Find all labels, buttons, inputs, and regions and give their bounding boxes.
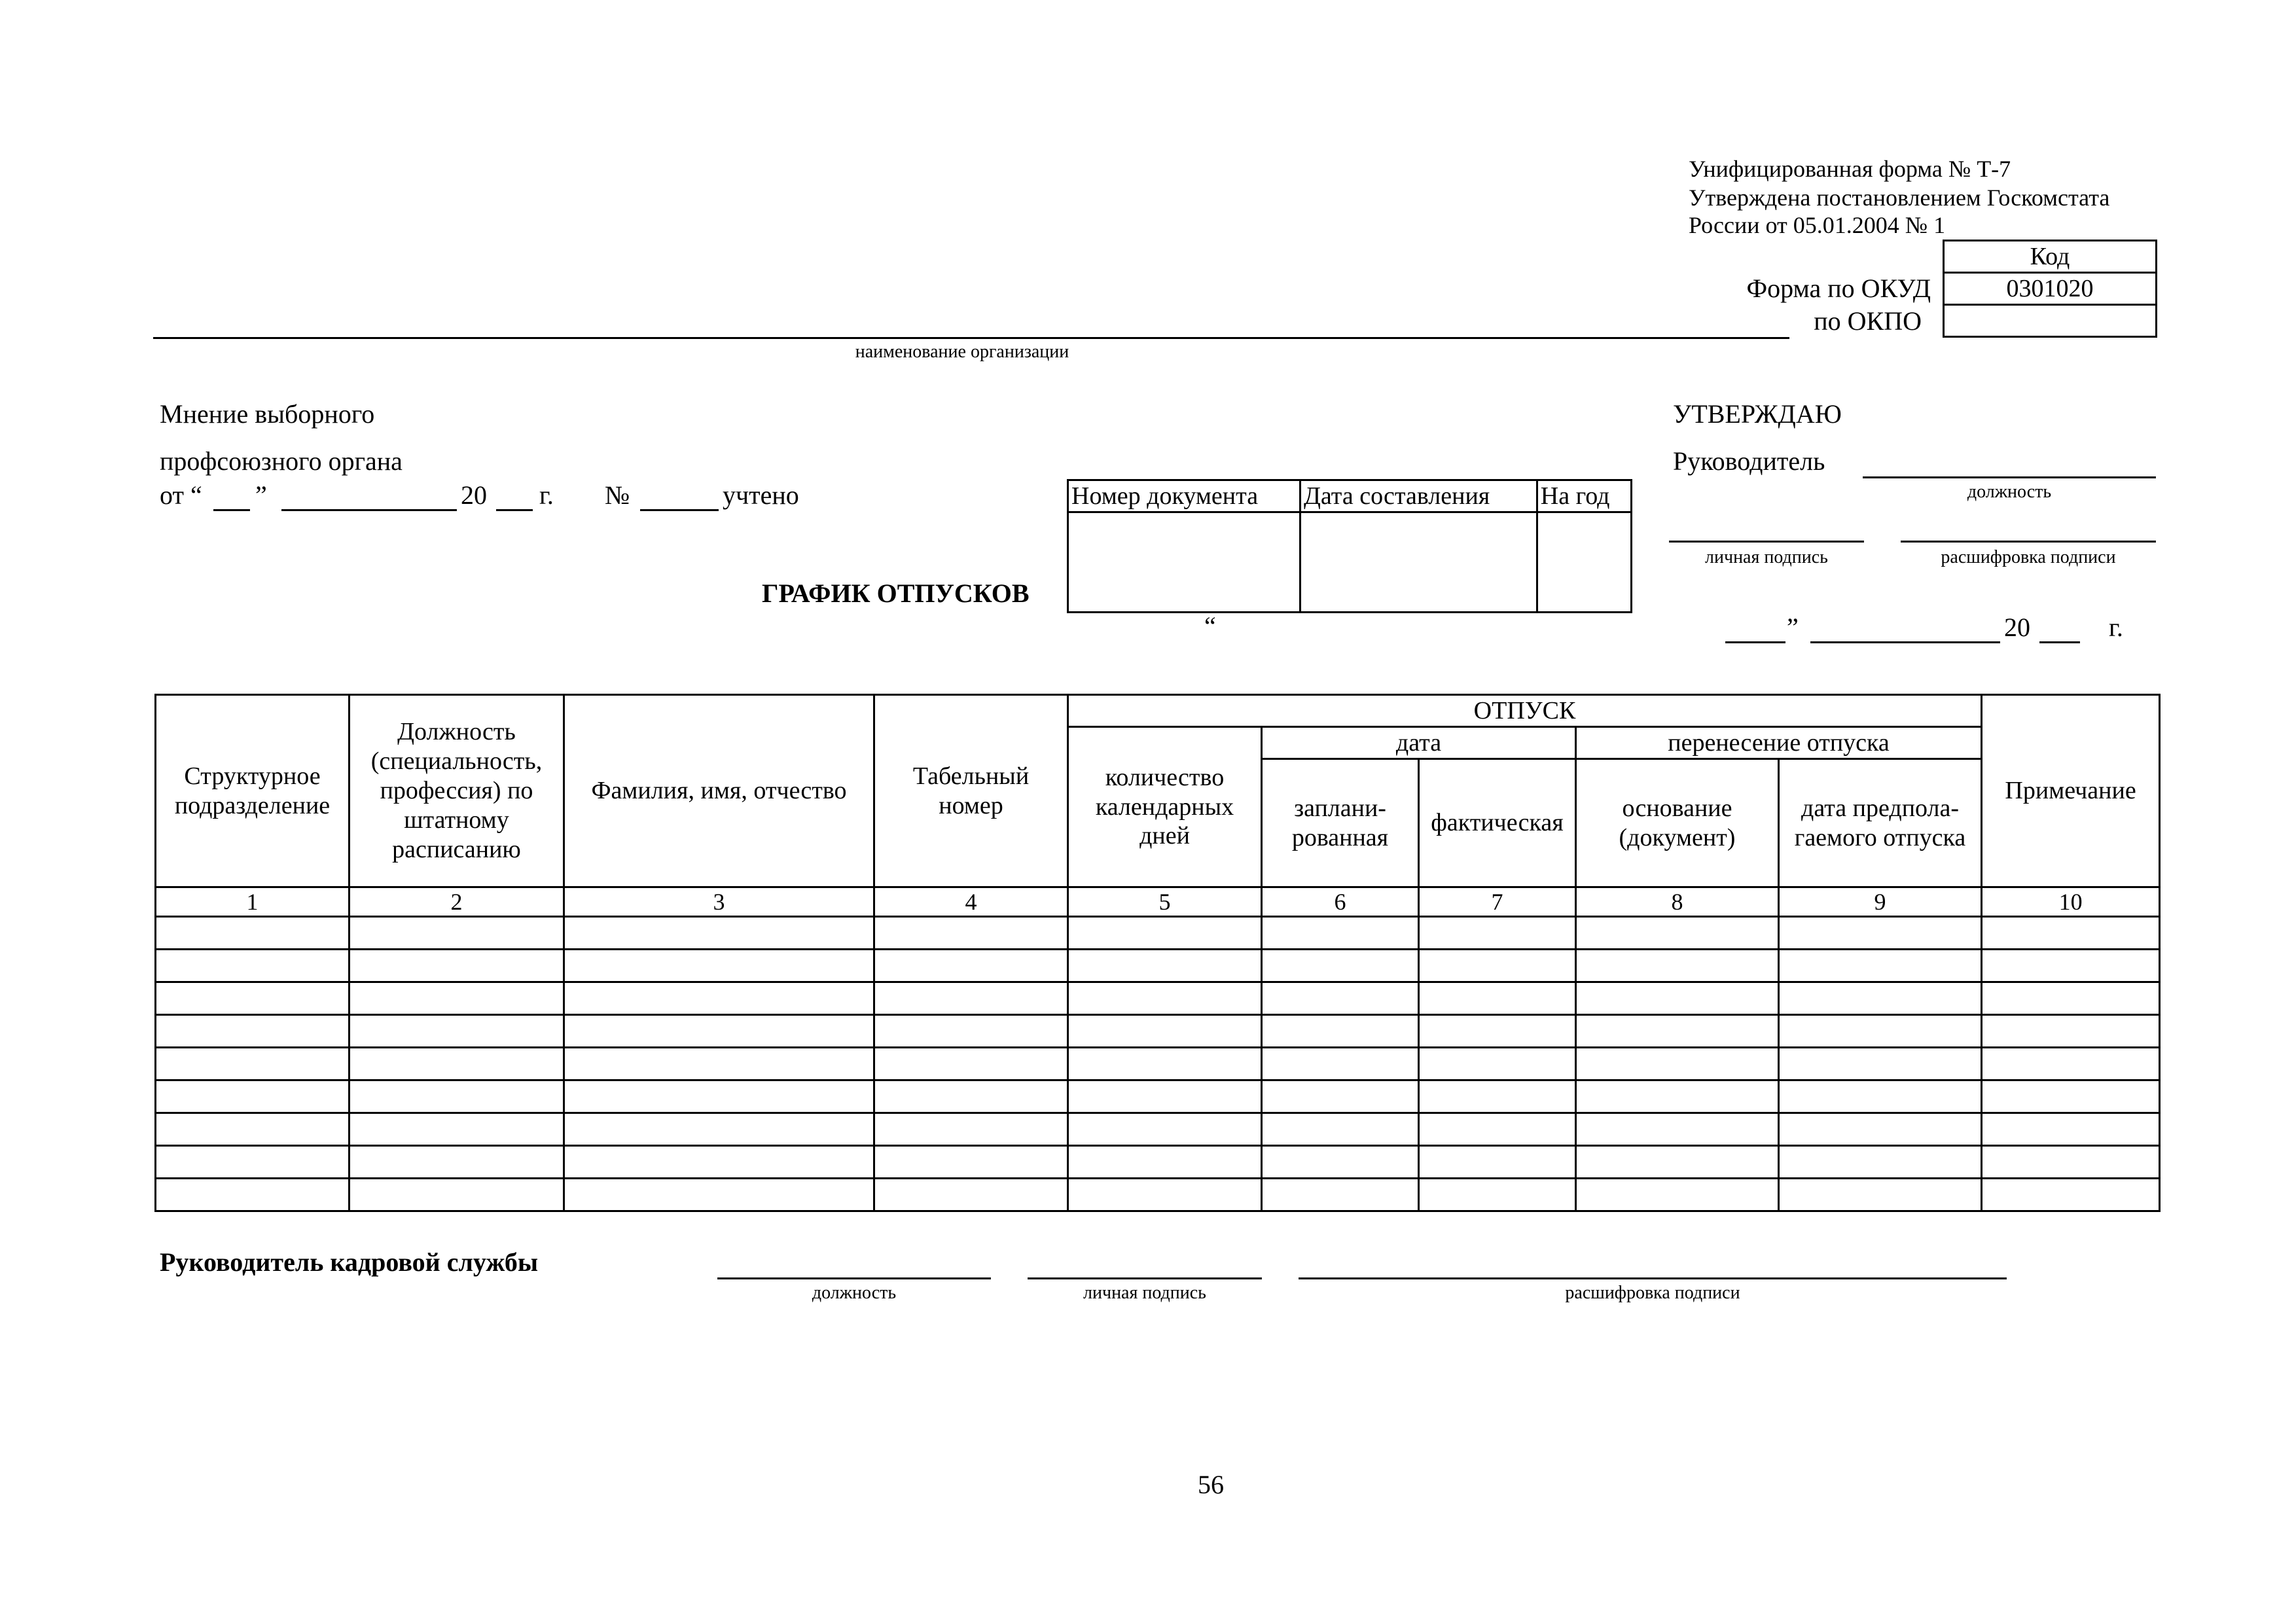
table-cell[interactable] — [1576, 1080, 1779, 1113]
col-header-transfer-group: перенесение отпуска — [1576, 727, 1982, 759]
table-cell[interactable] — [350, 1179, 564, 1211]
table-cell[interactable] — [1779, 1015, 1982, 1048]
table-cell[interactable] — [874, 1113, 1068, 1146]
table-cell[interactable] — [156, 1048, 350, 1080]
approve-day-field[interactable] — [1725, 641, 1785, 643]
table-body — [156, 917, 2160, 1211]
table-cell[interactable] — [350, 1048, 564, 1080]
table-cell[interactable] — [1982, 1080, 2160, 1113]
col-number: 8 — [1576, 887, 1779, 917]
table-cell[interactable] — [1982, 950, 2160, 982]
union-month-field[interactable] — [281, 509, 457, 511]
col-header-basis: основание (документ) — [1576, 759, 1779, 887]
table-cell[interactable] — [1779, 1113, 1982, 1146]
hr-decoding-field[interactable] — [1299, 1277, 2007, 1279]
hr-signature-field[interactable] — [1028, 1277, 1262, 1279]
form-title-line3: России от 05.01.2004 № 1 — [1689, 212, 1946, 238]
union-year-suffix: г. — [539, 480, 554, 510]
union-opinion-line2: профсоюзного органа — [160, 446, 403, 476]
table-cell[interactable] — [1068, 1080, 1262, 1113]
table-cell[interactable] — [564, 1179, 874, 1211]
form-title-line2: Утверждена постановлением Госкомстата — [1689, 185, 2110, 211]
table-cell[interactable] — [1576, 1048, 1779, 1080]
table-cell[interactable] — [1982, 1179, 2160, 1211]
col-header-note: Примечание — [1982, 695, 2160, 887]
page-number: 56 — [1198, 1470, 1224, 1499]
union-date-close-quote: ” — [255, 480, 267, 510]
doc-date-header: Дата составления — [1300, 480, 1537, 512]
okud-label: Форма по ОКУД — [1746, 274, 1931, 303]
approve-title: УТВЕРЖДАЮ — [1673, 399, 1842, 429]
table-cell[interactable] — [1068, 1015, 1262, 1048]
table-cell[interactable] — [1068, 917, 1262, 950]
col-header-actual: фактическая — [1419, 759, 1576, 887]
hr-signature-caption: личная подпись — [1083, 1283, 1206, 1303]
col-number: 5 — [1068, 887, 1262, 917]
table-cell[interactable] — [1419, 1146, 1576, 1179]
table-cell[interactable] — [1419, 950, 1576, 982]
table-cell[interactable] — [1779, 1048, 1982, 1080]
doc-number-field[interactable] — [1068, 512, 1300, 613]
table-cell[interactable] — [1068, 1113, 1262, 1146]
table-row — [156, 950, 2160, 982]
okpo-label: по ОКПО — [1814, 306, 1922, 336]
org-name-line[interactable] — [153, 337, 1789, 339]
table-cell[interactable] — [1576, 1015, 1779, 1048]
table-cell[interactable] — [1779, 917, 1982, 950]
table-cell[interactable] — [350, 917, 564, 950]
table-row — [156, 982, 2160, 1015]
table-cell[interactable] — [564, 1080, 874, 1113]
table-cell[interactable] — [564, 1015, 874, 1048]
table-cell[interactable] — [1262, 1015, 1419, 1048]
table-cell[interactable] — [564, 1146, 874, 1179]
union-noted: учтено — [723, 480, 799, 510]
table-cell[interactable] — [564, 1113, 874, 1146]
table-cell[interactable] — [1068, 950, 1262, 982]
table-cell[interactable] — [874, 950, 1068, 982]
table-cell[interactable] — [1262, 982, 1419, 1015]
table-cell[interactable] — [156, 917, 350, 950]
approve-date-close-quote: ” — [1787, 613, 1799, 642]
table-row — [156, 1048, 2160, 1080]
table-cell[interactable] — [1262, 1080, 1419, 1113]
doc-number-header: Номер документа — [1068, 480, 1300, 512]
table-cell[interactable] — [1982, 1113, 2160, 1146]
doc-date-field[interactable] — [1300, 512, 1537, 613]
doc-quote-mark: “ — [1204, 611, 1216, 641]
table-cell[interactable] — [156, 1080, 350, 1113]
table-cell[interactable] — [1576, 1146, 1779, 1179]
approve-signature-caption: личная подпись — [1705, 547, 1828, 567]
table-cell[interactable] — [350, 1015, 564, 1048]
table-cell[interactable] — [1068, 982, 1262, 1015]
table-cell[interactable] — [1068, 1179, 1262, 1211]
approve-head-label: Руководитель — [1673, 446, 1825, 476]
approve-year-field[interactable] — [2039, 641, 2080, 643]
table-cell[interactable] — [350, 1113, 564, 1146]
okpo-code-field[interactable] — [1944, 305, 2157, 337]
table-cell[interactable] — [1419, 1113, 1576, 1146]
table-cell[interactable] — [874, 1080, 1068, 1113]
table-cell[interactable] — [1982, 1048, 2160, 1080]
col-number: 2 — [350, 887, 564, 917]
table-cell[interactable] — [1419, 1015, 1576, 1048]
union-number-sign: № — [605, 480, 630, 510]
table-cell[interactable] — [1262, 917, 1419, 950]
table-row — [156, 1015, 2160, 1048]
approve-decoding-caption: расшифровка подписи — [1941, 547, 2116, 567]
table-cell[interactable] — [564, 982, 874, 1015]
table-row — [156, 1113, 2160, 1146]
table-cell[interactable] — [1262, 1113, 1419, 1146]
union-year-prefix: 20 — [461, 480, 487, 510]
col-header-planned: заплани-рованная — [1262, 759, 1419, 887]
approve-signature-field[interactable] — [1669, 541, 1864, 543]
table-cell[interactable] — [1779, 1080, 1982, 1113]
union-date-from: от “ — [160, 480, 202, 510]
document-title: ГРАФИК ОТПУСКОВ — [762, 579, 1030, 608]
table-cell[interactable] — [1576, 1113, 1779, 1146]
code-header: Код — [1944, 241, 2157, 273]
col-header-calendar-days: количество календарных дней — [1068, 727, 1262, 887]
table-cell[interactable] — [156, 1179, 350, 1211]
table-cell[interactable] — [564, 1048, 874, 1080]
col-header-personnel-number: Табельный номер — [874, 695, 1068, 887]
document-info-box — [1067, 479, 1632, 613]
table-cell[interactable] — [1982, 1015, 2160, 1048]
table-cell[interactable] — [1419, 982, 1576, 1015]
union-day-field[interactable] — [213, 509, 250, 511]
vacation-schedule-table — [154, 694, 2161, 1212]
approve-month-field[interactable] — [1810, 641, 2000, 643]
col-number: 6 — [1262, 887, 1419, 917]
table-cell[interactable] — [564, 950, 874, 982]
table-row — [156, 917, 2160, 950]
approve-decoding-field[interactable] — [1901, 541, 2156, 543]
table-cell[interactable] — [874, 1048, 1068, 1080]
hr-head-label: Руководитель кадровой службы — [160, 1247, 539, 1277]
table-cell[interactable] — [1068, 1048, 1262, 1080]
table-cell[interactable] — [1262, 1048, 1419, 1080]
table-cell[interactable] — [874, 1146, 1068, 1179]
table-cell[interactable] — [874, 1015, 1068, 1048]
col-number: 7 — [1419, 887, 1576, 917]
table-row — [156, 1179, 2160, 1211]
okud-code-field[interactable]: 0301020 — [1944, 273, 2157, 305]
approve-position-caption: должность — [1967, 482, 2052, 502]
table-cell[interactable] — [350, 1080, 564, 1113]
hr-position-caption: должность — [812, 1283, 897, 1303]
table-cell[interactable] — [1982, 917, 2160, 950]
org-name-caption: наименование организации — [855, 342, 1069, 362]
approve-year-suffix: г. — [2109, 613, 2123, 642]
col-header-vacation: ОТПУСК — [1068, 695, 1982, 727]
col-header-expected-date: дата предпола-гаемого отпуска — [1779, 759, 1982, 887]
union-opinion-line1: Мнение выборного — [160, 399, 375, 429]
col-header-date-group: дата — [1262, 727, 1576, 759]
table-cell[interactable] — [1779, 1179, 1982, 1211]
table-cell[interactable] — [564, 917, 874, 950]
table-cell[interactable] — [1576, 950, 1779, 982]
table-cell[interactable] — [874, 1179, 1068, 1211]
table-cell[interactable] — [156, 1113, 350, 1146]
table-cell[interactable] — [874, 982, 1068, 1015]
table-cell[interactable] — [1419, 917, 1576, 950]
union-year-field[interactable] — [496, 509, 533, 511]
table-cell[interactable] — [1779, 950, 1982, 982]
col-header-position: Должность (специальность, профессия) по штатному расписанию — [350, 695, 564, 887]
table-cell[interactable] — [156, 982, 350, 1015]
col-number: 4 — [874, 887, 1068, 917]
col-header-structural-unit: Структурное подразделение — [156, 695, 350, 887]
doc-year-header: На год — [1537, 480, 1631, 512]
table-cell[interactable] — [350, 1146, 564, 1179]
table-cell[interactable] — [1262, 1146, 1419, 1179]
table-cell[interactable] — [1982, 1146, 2160, 1179]
table-cell[interactable] — [1068, 1146, 1262, 1179]
table-cell[interactable] — [874, 917, 1068, 950]
table-cell[interactable] — [1419, 1080, 1576, 1113]
col-number: 1 — [156, 887, 350, 917]
table-cell[interactable] — [1779, 982, 1982, 1015]
hr-position-field[interactable] — [717, 1277, 991, 1279]
form-title-line1: Унифицированная форма № Т-7 — [1689, 156, 2011, 182]
table-cell[interactable] — [1779, 1146, 1982, 1179]
table-cell[interactable] — [350, 950, 564, 982]
col-header-full-name: Фамилия, имя, отчество — [564, 695, 874, 887]
approve-year-prefix: 20 — [2004, 613, 2030, 642]
table-cell[interactable] — [156, 1015, 350, 1048]
table-cell[interactable] — [1576, 982, 1779, 1015]
col-number: 10 — [1982, 887, 2160, 917]
table-cell[interactable] — [156, 1146, 350, 1179]
table-cell[interactable] — [1419, 1179, 1576, 1211]
table-cell[interactable] — [1262, 950, 1419, 982]
table-cell[interactable] — [156, 950, 350, 982]
table-cell[interactable] — [1419, 1048, 1576, 1080]
table-cell[interactable] — [1262, 1179, 1419, 1211]
approve-position-field[interactable] — [1863, 476, 2156, 478]
col-number: 3 — [564, 887, 874, 917]
hr-decoding-caption: расшифровка подписи — [1565, 1283, 1740, 1303]
table-cell[interactable] — [1576, 917, 1779, 950]
col-number: 9 — [1779, 887, 1982, 917]
code-box — [1943, 240, 2157, 338]
table-row — [156, 1146, 2160, 1179]
union-number-field[interactable] — [640, 509, 719, 511]
table-cell[interactable] — [1576, 1179, 1779, 1211]
table-row — [156, 1080, 2160, 1113]
table-cell[interactable] — [1982, 982, 2160, 1015]
doc-year-field[interactable] — [1537, 512, 1631, 613]
table-cell[interactable] — [350, 982, 564, 1015]
